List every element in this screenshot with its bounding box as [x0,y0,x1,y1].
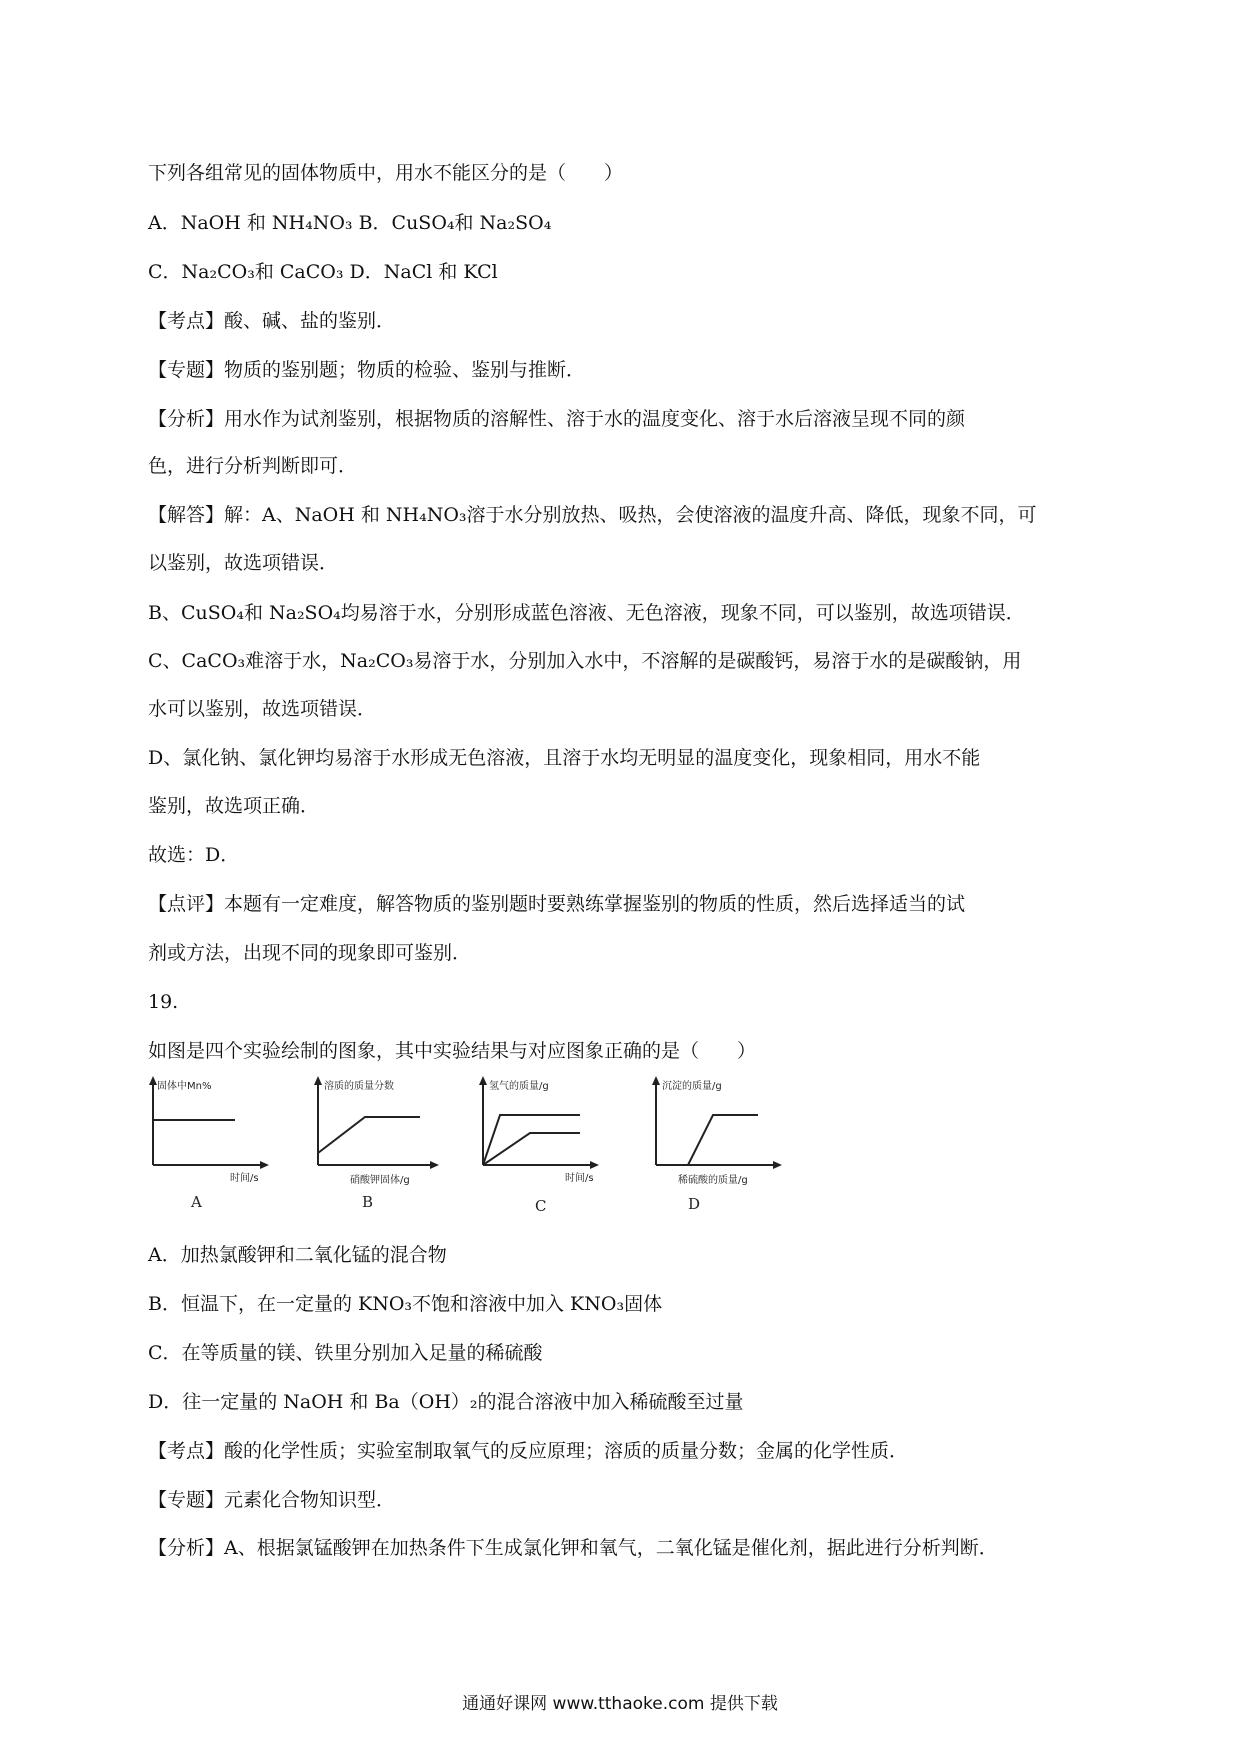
q19-option-a: A．加热氯酸钾和二氧化锰的混合物 [148,1244,447,1266]
graph-c-xlabel: 时间/s [565,1173,594,1184]
q19-zhuanti: 【专题】元素化合物知识型． [148,1489,396,1511]
q18-answer: 故选：D． [148,844,240,866]
graph-a-xlabel: 时间/s [230,1173,259,1184]
footer-download-note: 通通好课网 www.tthaoke.com 提供下载 [462,1694,778,1714]
graph-b [310,1075,460,1215]
graph-c-letter: C [535,1197,547,1215]
q18-options-cd: C．Na₂CO₃和 CaCO₃ D．NaCl 和 KCl [148,261,498,283]
q18-fenxi-line-1: 【分析】用水作为试剂鉴别，根据物质的溶解性、溶于水的温度变化、溶于水后溶液呈现不同的颜 [148,408,966,430]
graph-d-letter: D [688,1195,701,1213]
graph-d [648,1075,798,1215]
graph-b-xlabel: 硝酸钾固体/g [350,1175,410,1186]
q18-jieda-line-2: 以鉴别，故选项错误． [148,552,339,574]
graph-a [145,1075,280,1215]
q18-b-explanation: B、CuSO₄和 Na₂SO₄均易溶于水，分别形成蓝色溶液、无色溶液，现象不同，可以鉴别，故选项错误． [148,602,1025,624]
q19-stem: 如图是四个实验绘制的图象，其中实验结果与对应图象正确的是（ ） [148,1040,757,1062]
graph-b-ylabel: 溶质的质量分数 [324,1081,394,1092]
graph-a-ylabel: 固体中Mn% [157,1081,212,1092]
q18-kaodian: 【考点】酸、碱、盐的鉴别． [148,310,396,332]
q19-option-c: C．在等质量的镁、铁里分别加入足量的稀硫酸 [148,1342,543,1364]
q19-option-d: D．往一定量的 NaOH 和 Ba（OH）₂的混合溶液中加入稀硫酸至过量 [148,1391,744,1413]
q18-options-ab: A．NaOH 和 NH₄NO₃ B．CuSO₄和 Na₂SO₄ [148,212,552,234]
q19-option-b: B．恒温下，在一定量的 KNO₃不饱和溶液中加入 KNO₃固体 [148,1293,663,1315]
q18-dianping-2: 剂或方法，出现不同的现象即可鉴别． [148,942,472,964]
q18-d-explanation-2: 鉴别，故选项正确． [148,795,320,817]
graph-a-letter: A [191,1193,202,1211]
q18-jieda-line-1: 【解答】解：A、NaOH 和 NH₄NO₃溶于水分别放热、吸热，会使溶液的温度升高、降低，现象不同，可 [148,504,1037,526]
q19-fenxi: 【分析】A、根据氯锰酸钾在加热条件下生成氯化钾和氧气，二氧化锰是催化剂，据此进行分析判断． [148,1537,998,1559]
q18-c-explanation-1: C、CaCO₃难溶于水，Na₂CO₃易溶于水，分别加入水中，不溶解的是碳酸钙，易溶于水的是碳酸钠，用 [148,650,1022,672]
q18-c-explanation-2: 水可以鉴别，故选项错误． [148,698,377,720]
graph-b-letter: B [362,1193,374,1211]
graph-d-ylabel: 沉淀的质量/g [662,1081,722,1092]
graph-d-xlabel: 稀硫酸的质量/g [678,1175,748,1186]
q19-kaodian: 【考点】酸的化学性质；实验室制取氧气的反应原理；溶质的质量分数；金属的化学性质． [148,1440,909,1462]
q18-zhuanti: 【专题】物质的鉴别题；物质的检验、鉴别与推断． [148,359,586,381]
q18-fenxi-line-2: 色，进行分析判断即可． [148,455,358,477]
q18-stem: 下列各组常见的固体物质中，用水不能区分的是（ ） [148,162,624,184]
graph-c-ylabel: 氢气的质量/g [489,1081,549,1092]
q19-number: 19. [148,991,179,1013]
q18-dianping-1: 【点评】本题有一定难度，解答物质的鉴别题时要熟练掌握鉴别的物质的性质，然后选择适当的试 [148,893,966,915]
graph-c [475,1075,625,1215]
q18-d-explanation-1: D、氯化钠、氯化钾均易溶于水形成无色溶液，且溶于水均无明显的温度变化，现象相同，用水不能 [148,747,981,769]
